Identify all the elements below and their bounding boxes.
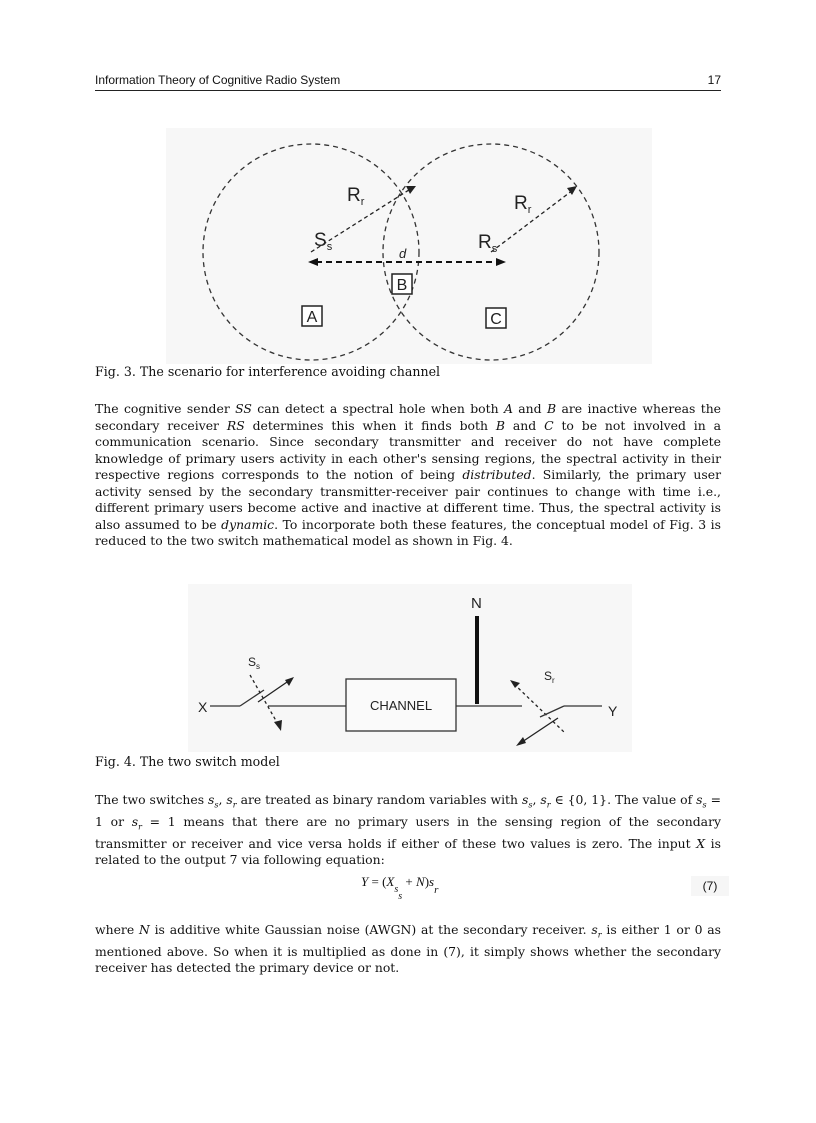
noise-label: N [471, 595, 482, 612]
rr-right-label: $R_r$ [514, 193, 532, 216]
rs-label: $R_s$ [478, 232, 498, 255]
figure-3-caption: Fig. 3. The scenario for interference avoiding channel [95, 364, 441, 379]
output-y-label: Y [608, 703, 618, 719]
running-header [95, 72, 721, 91]
input-x-label: X [198, 699, 208, 715]
figure-4-diagram [188, 584, 632, 752]
region-b-label: B [396, 277, 408, 294]
channel-label: CHANNEL [369, 698, 433, 713]
paragraph-2: The two switches $s_s$, $s_r$ are treated as binary random variables with $s_s$, $s_r$ ∈ {0, 1}. The value of $s_s = 1$ or $s_r = 1$ means that there are no primary users in the sensing region of the secondary transmitter or receiver and vice versa holds if either of these two values is zero. The input X is related to the output 7 via following equation: [95, 792, 721, 868]
equation-number: (7) [691, 876, 729, 896]
rr-left-label: $R_r$ [347, 185, 365, 208]
distance-label: d [399, 246, 407, 261]
region-c-label: C [490, 311, 502, 328]
paragraph-1: The cognitive sender SS can detect a spectral hole when both A and B are inactive whereas the secondary receiver RS determines this when it finds both B and C to be not involved in a communication scenario. Since secondary transmitter and receiver do not have complete knowledge of primary users activity in each other's sensing regions, the spectral activity in their respective regions corresponds to the notion of being distributed. Similarly, the primary user activity sensed by the secondary transmitter-receiver pair continues to change with time i.e., different primary users become active and inactive at different time. Thus, the spectral activity is also assumed to be dynamic. To incorporate both these features, the conceptual model of Fig. 3 is reduced to the two switch mathematical model as shown in Fig. 4. [95, 401, 722, 548]
figure-3-background [166, 128, 652, 364]
figure-3-diagram [166, 128, 652, 364]
equation-7 [95, 866, 735, 906]
switch-ss-label: $S_s$ [248, 655, 261, 671]
ss-label: $S_s$ [314, 230, 333, 253]
switch-sr-label: $S_r$ [544, 669, 555, 685]
running-title: Information Theory of Cognitive Radio System [95, 73, 341, 87]
figure-4-caption: Fig. 4. The two switch model [95, 754, 280, 769]
equation-body: $Y = (X_{s_s} + N)s_r$ [361, 874, 439, 902]
paragraph-3: where N is additive white Gaussian noise (AWGN) at the secondary receiver. $s_r$ is either 1 or 0 as mentioned above. So when it is multiplied as done in (7), it simply shows whether the secondary receiver has detected the primary device or not. [95, 922, 721, 976]
region-a-label: A [306, 309, 318, 326]
page-number: 17 [707, 73, 721, 87]
